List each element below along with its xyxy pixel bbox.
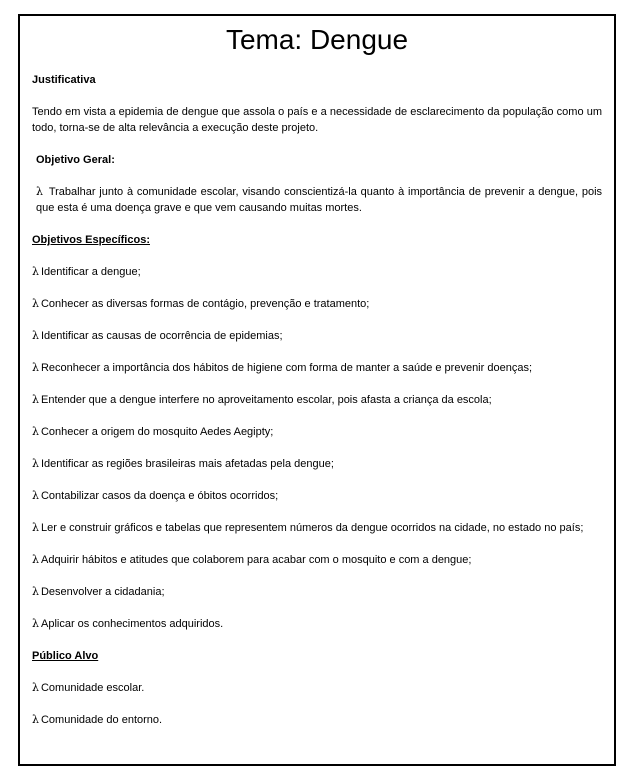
justificativa-text: Tendo em vista a epidemia de dengue que assola o país e a necessidade de esclarecimento da população como um todo, torna-se de alta relevância a execução deste projeto. [32,106,602,134]
document-content [32,72,602,744]
list-item-text: Ler e construir gráficos e tabelas que representem números da dengue ocorridos na cidade, no estado no país; [40,522,584,534]
lambda-bullet-icon: λ [32,425,39,438]
list-item [32,616,602,632]
publico-alvo-heading: Público Alvo [32,650,99,662]
list-item-text: Conhecer a origem do mosquito Aedes Aegipty; [40,426,274,438]
lambda-bullet-icon: λ [32,361,39,374]
list-item [32,520,602,536]
list-item [32,392,602,408]
list-item [32,360,602,376]
lambda-bullet-icon: λ [32,265,39,278]
lambda-bullet-icon: λ [32,681,39,694]
list-item-text: Reconhecer a importância dos hábitos de higiene com forma de manter a saúde e prevenir doenças; [40,362,532,374]
list-item [32,328,602,344]
document-page [18,14,616,766]
objetivo-geral-heading: Objetivo Geral: [36,154,115,166]
lambda-bullet-icon: λ [32,553,39,566]
list-item [32,552,602,568]
list-item-text: Contabilizar casos da doença e óbitos ocorridos; [40,490,279,502]
list-item [32,264,602,280]
lambda-bullet-icon: λ [32,393,39,406]
lambda-bullet-icon: λ [32,329,39,342]
lambda-bullet-icon: λ [32,489,39,502]
objetivo-geral-text: Trabalhar junto à comunidade escolar, visando conscientizá-la quanto à importância de prevenir a dengue, pois que esta é uma doença grave e que vem causando muitas mortes. [36,186,603,214]
list-item-text: Conhecer as diversas formas de contágio, prevenção e tratamento; [40,298,370,310]
list-item-text: Identificar as causas de ocorrência de epidemias; [40,330,283,342]
list-item [32,456,602,472]
list-item-text: Adquirir hábitos e atitudes que colaborem para acabar com o mosquito e com a dengue; [40,554,472,566]
lambda-bullet-icon: λ [32,713,39,726]
lambda-bullet-icon: λ [32,521,39,534]
objetivos-especificos-heading: Objetivos Específicos: [32,234,150,246]
list-item [32,680,602,696]
list-item [32,296,602,312]
list-item-text: Identificar a dengue; [40,266,141,278]
list-item-text: Entender que a dengue interfere no aproveitamento escolar, pois afasta a criança da escola; [40,394,492,406]
objetivos-especificos-list [32,264,602,632]
lambda-bullet-icon: λ [32,617,39,630]
justificativa-heading: Justificativa [32,74,96,86]
page-title: Tema: Dengue [225,24,409,55]
objetivo-geral-item [32,184,602,216]
lambda-bullet-icon: λ [32,457,39,470]
list-item [32,424,602,440]
lambda-bullet-icon: λ [32,297,39,310]
list-item [32,488,602,504]
lambda-bullet-icon: λ [36,185,43,198]
list-item-text: Desenvolver a cidadania; [40,586,165,598]
publico-alvo-list [32,680,602,728]
list-item-text: Comunidade do entorno. [40,714,163,726]
list-item [32,584,602,600]
list-item-text: Identificar as regiões brasileiras mais afetadas pela dengue; [40,458,334,470]
list-item [32,712,602,728]
list-item-text: Aplicar os conhecimentos adquiridos. [40,618,224,630]
lambda-bullet-icon: λ [32,585,39,598]
list-item-text: Comunidade escolar. [40,682,145,694]
